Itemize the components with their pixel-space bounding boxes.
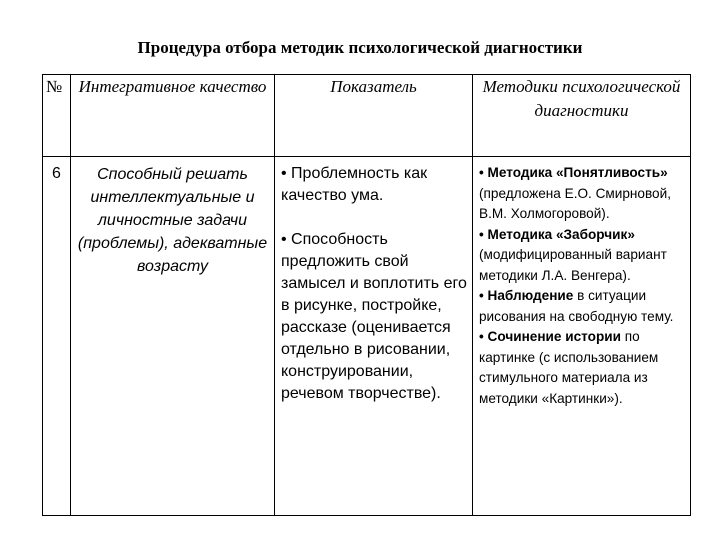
method-note: (модифицированный вариант методики Л.А. Венгера).	[479, 247, 667, 283]
table-header-row	[43, 75, 691, 157]
document-title: Процедура отбора методик психологической диагностики	[137, 38, 583, 57]
header-methods: Методики психологической диагностики	[473, 75, 691, 157]
header-number: №	[43, 75, 71, 157]
row-indicator	[275, 157, 473, 516]
methods-table	[42, 74, 691, 516]
method-name: • Сочинение истории	[479, 329, 621, 344]
method-name: • Методика «Заборчик»	[479, 226, 635, 242]
indicator-item: • Способность предложить свой замысел и воплотить его в рисунке, постройке, рассказе (оценивается отдельно в рисовании, конструировании, речевом творчестве).	[281, 231, 467, 402]
header-indicator: Показатель	[275, 75, 473, 157]
method-note: (предложена Е.О. Смирновой, В.М. Холмогоровой).	[479, 185, 671, 221]
row-quality: Способный решать интеллектуальные и личностные задачи (проблемы), адекватные возрасту	[71, 157, 275, 516]
indicator-item: • Проблемность как качество ума.	[281, 165, 428, 204]
table-row	[43, 157, 691, 516]
method-item	[479, 163, 686, 225]
method-name: • Методика «Понятливость»	[479, 165, 668, 180]
method-item	[479, 225, 686, 287]
method-name: • Наблюдение	[479, 288, 574, 303]
method-item	[479, 327, 686, 409]
row-number: 6	[43, 157, 71, 516]
method-note: по картинке (с использованием стимульного материала из методики «Картинки»).	[479, 329, 659, 406]
header-quality: Интегративное качество	[71, 75, 275, 157]
method-item	[479, 286, 686, 327]
row-methods	[473, 157, 691, 516]
method-note: в ситуации рисования на свободную тему.	[479, 288, 674, 324]
